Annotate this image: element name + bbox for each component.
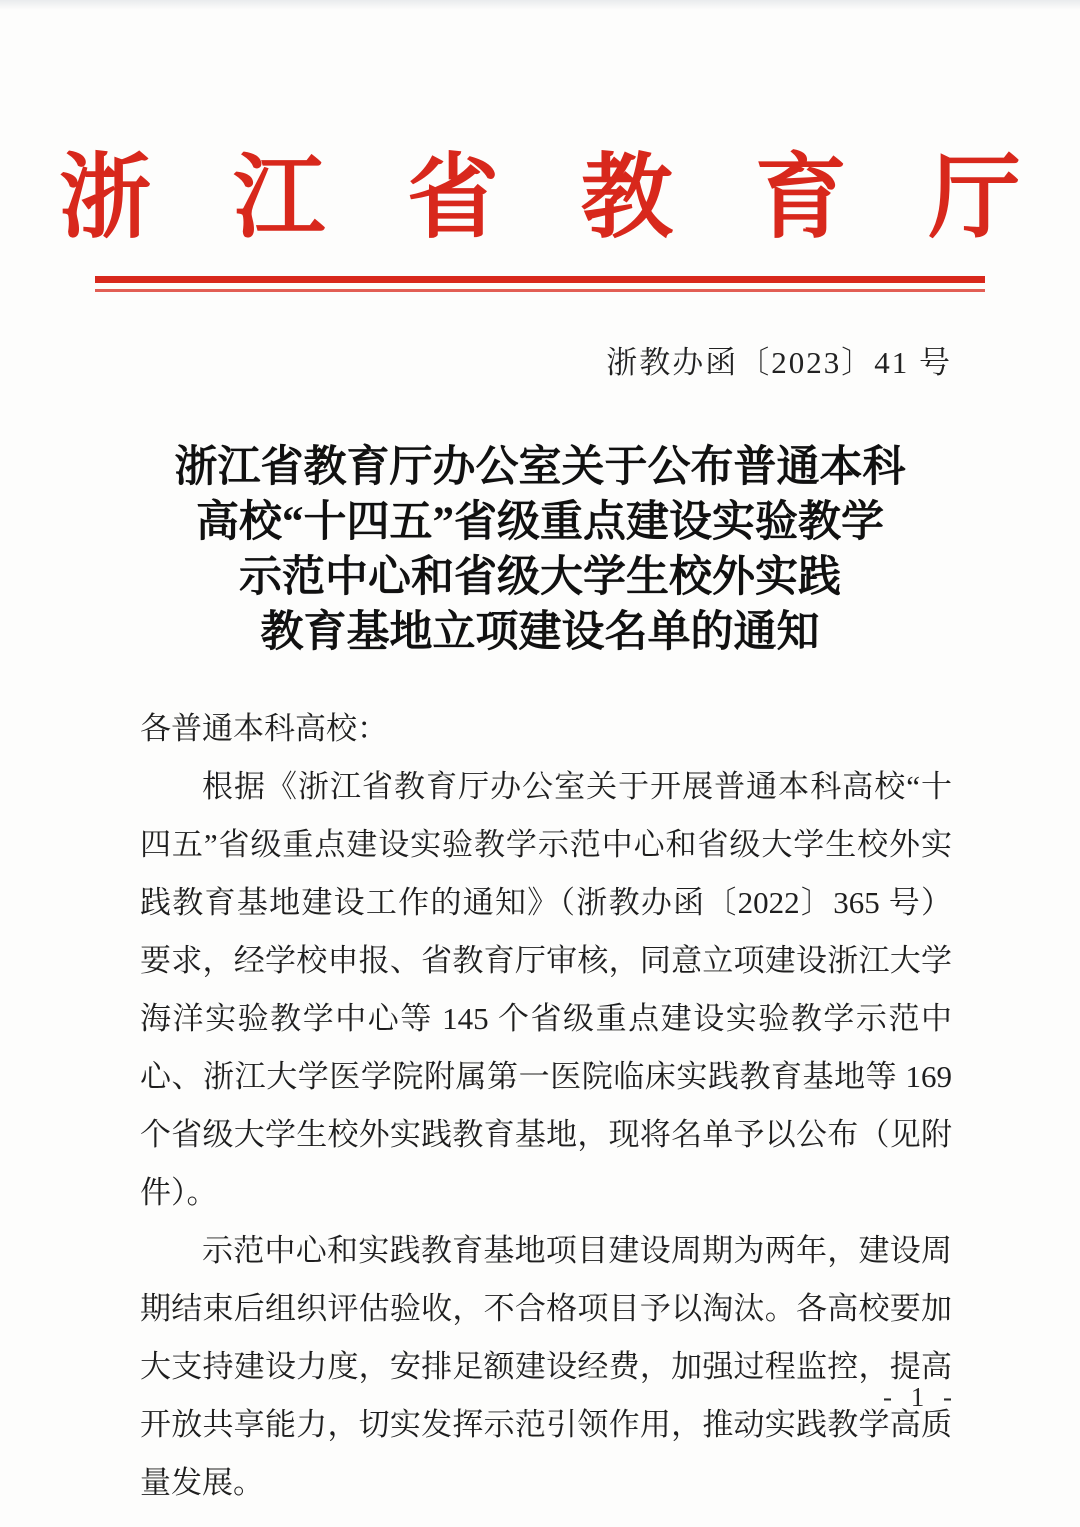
notice-body — [140, 700, 952, 1512]
salutation: 各普通本科高校： — [140, 711, 388, 746]
page-number: - 1 - — [883, 1382, 958, 1412]
body-paragraph-2: 示范中心和实践教育基地项目建设周期为两年，建设周期结束后组织评估验收，不合格项目予以淘汰。各高校要加大支持建设力度，安排足额建设经费，加强过程监控，提高开放共享能力，切实发挥示范引领作用，推动实践教学高质量发展。 — [140, 1233, 952, 1500]
red-divider-thin — [95, 289, 985, 292]
letterhead-agency-title: 浙 江 省 教 育 厅 — [59, 147, 1051, 249]
body-paragraph-1: 根据《浙江省教育厅办公室关于开展普通本科高校“十四五”省级重点建设实验教学示范中心和省级大学生校外实践教育基地建设工作的通知》（浙教办函〔2022〕365 号）要求，经学校申报、省教育厅审核，同意立项建设浙江大学海洋实验教学中心等 145 个省级重点建设实验教学示范中心、浙江大学医学院附属第一医院临床实践教育基地等 169 个省级大学生校外实践教育基地，现将名单予以公布（见附件）。 — [140, 769, 952, 1210]
document-number: 浙教办函〔2023〕41 号 — [606, 345, 952, 380]
notice-title — [0, 440, 1080, 660]
notice-title-line-4: 教育基地立项建设名单的通知 — [260, 609, 820, 656]
notice-title-line-3: 示范中心和省级大学生校外实践 — [239, 554, 841, 601]
notice-title-line-2: 高校“十四五”省级重点建设实验教学 — [196, 499, 884, 546]
notice-title-line-1: 浙江省教育厅办公室关于公布普通本科 — [174, 444, 906, 491]
red-divider-thick — [95, 276, 985, 283]
